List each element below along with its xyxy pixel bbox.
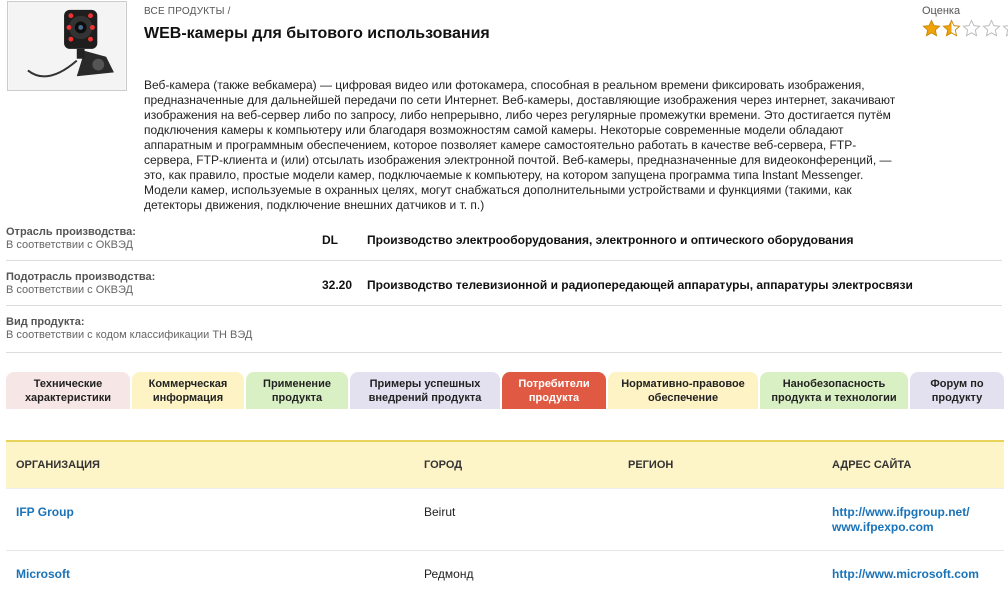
header-region[interactable]: РЕГИОН [628, 459, 674, 471]
rating-widget [922, 5, 1008, 38]
attribute-sub: В соответствии с ОКВЭД [6, 284, 134, 296]
tab-regulatory[interactable]: Нормативно-правовое обеспечение [608, 372, 758, 409]
city-cell: Beirut [424, 505, 456, 519]
organization-link[interactable]: IFP Group [16, 505, 74, 519]
site-link[interactable]: www.ifpexpo.com [832, 520, 934, 534]
product-description: Веб-камера (также вебкамера) — цифровая видео или фотокамера, способная в реальном времени фиксировать изображения, предназначенные для дальнейшей передачи по сети Интернет. Веб-камеры, доставляющие изображения через интернет, закачивают изображения на веб-сервер либо по запросу, либо непрерывно, либо через регулярные промежутки времени. Это достигается путём подключения камеры к компьютеру или благодаря возможностям самой камеры. Некоторые современные модели обладают аппаратным и программным обеспечением, которое позволяет камере самостоятельно работать в качестве веб-сервера, FTP-сервера, FTP-клиента и (или) отсылать изображения электронной почтой. Веб-камеры, предназначенные для видеоконференций, — это, как правило, простые модели камер, подключаемые к компьютеру, на котором запущена программа типа Instant Messenger. Модели камер, используемые в охранных целях, могут снабжаться дополнительными устройствами и функциями (такими, как детекторы движения, подключение внешних датчиков и т. п.) [144, 78, 896, 212]
table-row [6, 489, 1004, 551]
tab-technical-specs[interactable]: Технические характеристики [6, 372, 130, 409]
star-icon[interactable] [1002, 19, 1008, 38]
rating-stars[interactable] [922, 19, 1008, 38]
attribute-label: Подотрасль производства: [6, 271, 156, 283]
header-city[interactable]: ГОРОД [424, 459, 463, 471]
tab-nanosafety[interactable]: Нанобезопасность продукта и технологии [760, 372, 908, 409]
rating-label: Оценка [922, 5, 961, 17]
tab-forum[interactable]: Форум по продукту [910, 372, 1004, 409]
attribute-code: DL [322, 233, 338, 247]
attribute-value: Производство электрооборудования, электронного и оптического оборудования [367, 233, 854, 247]
attribute-code: 32.20 [322, 278, 353, 292]
attribute-value: Производство телевизионной и радиопередающей аппаратуры, аппаратуры электросвязи [367, 278, 913, 292]
product-tabs [6, 372, 1008, 409]
star-icon[interactable] [922, 19, 941, 38]
table-row [6, 551, 1004, 591]
breadcrumb-all-products[interactable]: ВСЕ ПРОДУКТЫ [144, 6, 225, 17]
header-organization[interactable]: ОРГАНИЗАЦИЯ [16, 459, 100, 471]
city-cell: Редмонд [424, 567, 474, 581]
attribute-sub: В соответствии с кодом классификации ТН ВЭД [6, 329, 253, 341]
attribute-row-industry [6, 226, 1002, 261]
star-icon[interactable] [962, 19, 981, 38]
star-icon[interactable] [942, 19, 961, 38]
header-site[interactable]: АДРЕС САЙТА [832, 459, 912, 471]
tab-commercial-info[interactable]: Коммерческая информация [132, 372, 244, 409]
site-link[interactable]: http://www.microsoft.com [832, 567, 979, 581]
consumers-table [6, 440, 1004, 591]
star-icon[interactable] [982, 19, 1001, 38]
table-header [6, 440, 1004, 489]
attribute-row-subindustry [6, 271, 1002, 306]
organization-link[interactable]: Microsoft [16, 567, 70, 581]
breadcrumb [144, 6, 231, 17]
attribute-label: Отрасль производства: [6, 226, 136, 238]
tab-product-usage[interactable]: Применение продукта [246, 372, 348, 409]
page-title: WEB-камеры для бытового использования [144, 25, 490, 42]
attribute-label: Вид продукта: [6, 316, 85, 328]
site-link[interactable]: http://www.ifpgroup.net/ [832, 505, 970, 519]
attribute-row-product-type [6, 316, 1002, 353]
webcam-image [8, 2, 126, 90]
tab-consumers[interactable]: Потребители продукта [502, 372, 606, 409]
breadcrumb-separator: / [227, 6, 231, 17]
attribute-sub: В соответствии с ОКВЭД [6, 239, 134, 251]
product-image[interactable] [7, 1, 127, 91]
tab-success-cases[interactable]: Примеры успешных внедрений продукта [350, 372, 500, 409]
